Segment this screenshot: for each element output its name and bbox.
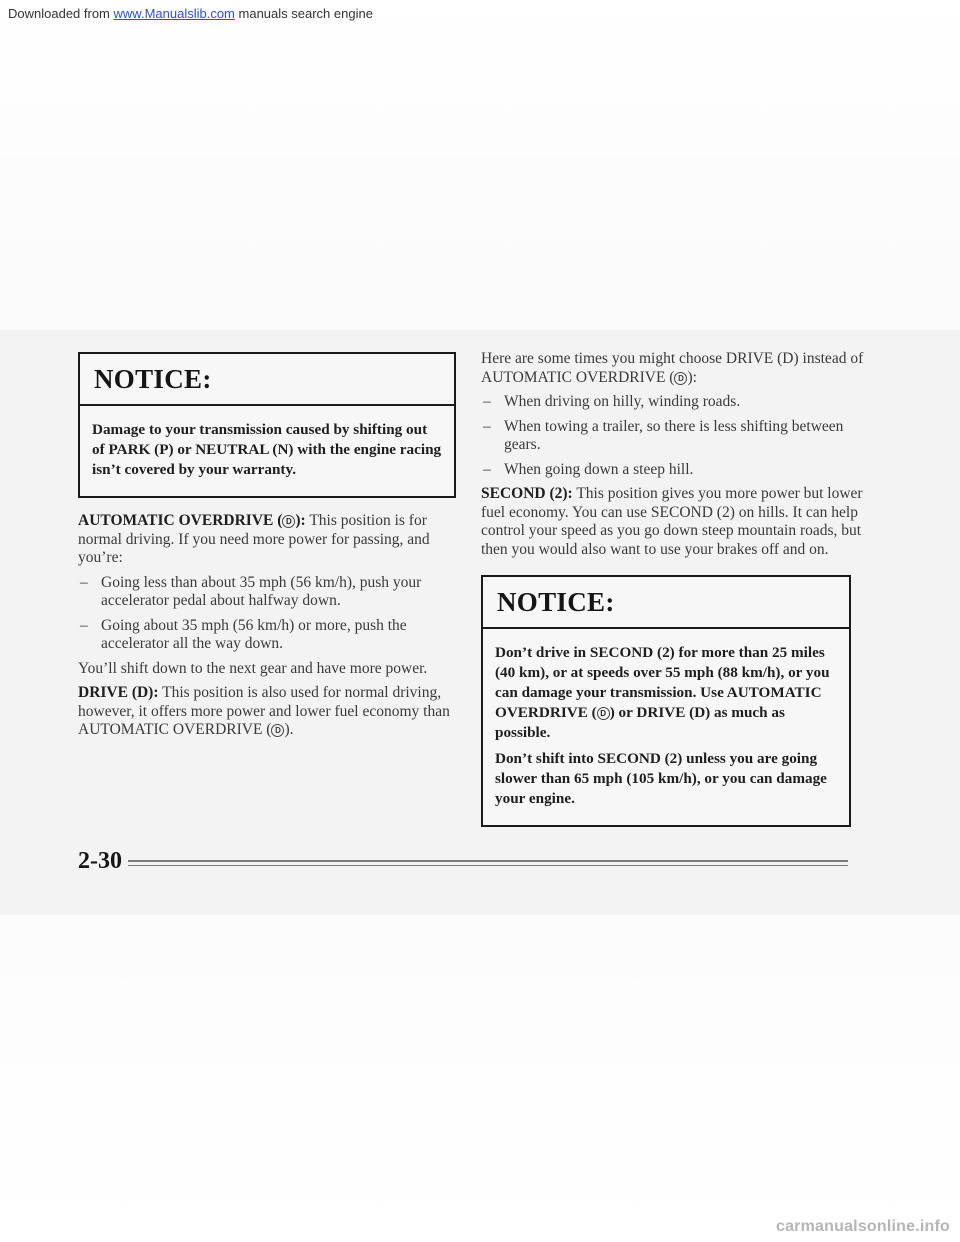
left-column xyxy=(78,352,456,746)
drive-paragraph xyxy=(78,684,456,740)
dash-icon: – xyxy=(80,573,88,591)
list-item-text: When towing a trailer, so there is less shifting between gears. xyxy=(504,417,844,453)
dash-icon: – xyxy=(80,616,88,634)
manualslib-link[interactable]: www.Manualslib.com xyxy=(113,6,235,21)
drive-label: DRIVE (D): xyxy=(78,684,159,701)
intro-text: Here are some times you might choose DRIVE (D) instead of AUTOMATIC OVERDRIVE ( xyxy=(481,350,864,386)
dash-icon: – xyxy=(483,393,491,410)
download-prefix: Downloaded from xyxy=(8,6,110,21)
second-paragraph xyxy=(481,485,871,559)
drive-bullet-list xyxy=(481,393,871,479)
overdrive-d-icon: D xyxy=(282,515,295,528)
drive-text: This position is also used for normal driving, however, it offers more power and lower fuel economy than AUTOMATIC OVERDRIVE ( xyxy=(78,684,450,738)
dash-icon: – xyxy=(483,417,491,435)
page-number: 2-30 xyxy=(78,848,128,875)
shift-paragraph: You’ll shift down to the next gear and have more power. xyxy=(78,659,428,677)
overdrive-d-icon: D xyxy=(674,372,687,385)
footer-rule xyxy=(128,860,848,866)
notice-text-part: ) or DRIVE (D) as much as possible. xyxy=(495,704,785,741)
notice-title: NOTICE: xyxy=(80,354,454,406)
list-item-text: When driving on hilly, winding roads. xyxy=(504,393,741,410)
intro-paragraph xyxy=(481,350,871,387)
aod-paragraph xyxy=(78,512,456,568)
right-column xyxy=(481,350,871,827)
list-item xyxy=(481,418,871,455)
notice-title: NOTICE: xyxy=(483,577,849,629)
list-item-text: Going less than about 35 mph (56 km/h), push your accelerator pedal about halfway down. xyxy=(101,573,422,609)
list-item xyxy=(481,461,871,480)
notice-box-warranty xyxy=(78,352,456,498)
notice-text: Damage to your transmission caused by shifting out of PARK (P) or NEUTRAL (N) with the engine racing isn’t covered by your warranty. xyxy=(92,421,442,478)
aod-bullet-list xyxy=(78,574,456,654)
second-label: SECOND (2): xyxy=(481,485,573,502)
notice-body xyxy=(80,406,454,496)
list-item-text: When going down a steep hill. xyxy=(504,460,694,478)
overdrive-d-icon: D xyxy=(271,724,284,737)
aod-text: This position is for normal driving. If you need more power for passing, and you’re: xyxy=(78,512,430,566)
notice-text xyxy=(495,643,837,743)
list-item xyxy=(78,617,456,654)
intro-text-end: ): xyxy=(687,368,697,386)
notice-body xyxy=(483,629,849,825)
overdrive-d-icon: D xyxy=(597,707,610,720)
dash-icon: – xyxy=(483,460,491,478)
aod-label: AUTOMATIC OVERDRIVE ( xyxy=(78,512,283,529)
second-text: This position gives you more power but lower fuel economy. You can use SECOND (2) on hills. It can help control your speed as you go down steep mountain roads, but then you would also want to use your brakes off and on. xyxy=(481,485,863,558)
download-banner xyxy=(8,6,373,21)
notice-text-part: Don’t drive in SECOND (2) for more than 25 miles (40 km), or at speeds over 55 mph (88 km/h), or you can damage your transmission. Use AUTOMATIC OVERDRIVE ( xyxy=(495,644,830,721)
watermark: carmanualsonline.info xyxy=(775,1218,950,1235)
notice-box-second-gear xyxy=(481,575,851,827)
list-item xyxy=(78,574,456,611)
download-suffix: manuals search engine xyxy=(238,6,373,21)
list-item xyxy=(481,393,871,412)
drive-text-end: ). xyxy=(284,721,294,738)
notice-text: Don’t shift into SECOND (2) unless you are going slower than 65 mph (105 km/h), or you can damage your engine. xyxy=(495,750,827,807)
aod-label-end: ): xyxy=(295,512,306,529)
list-item-text: Going about 35 mph (56 km/h) or more, push the accelerator all the way down. xyxy=(101,616,407,652)
